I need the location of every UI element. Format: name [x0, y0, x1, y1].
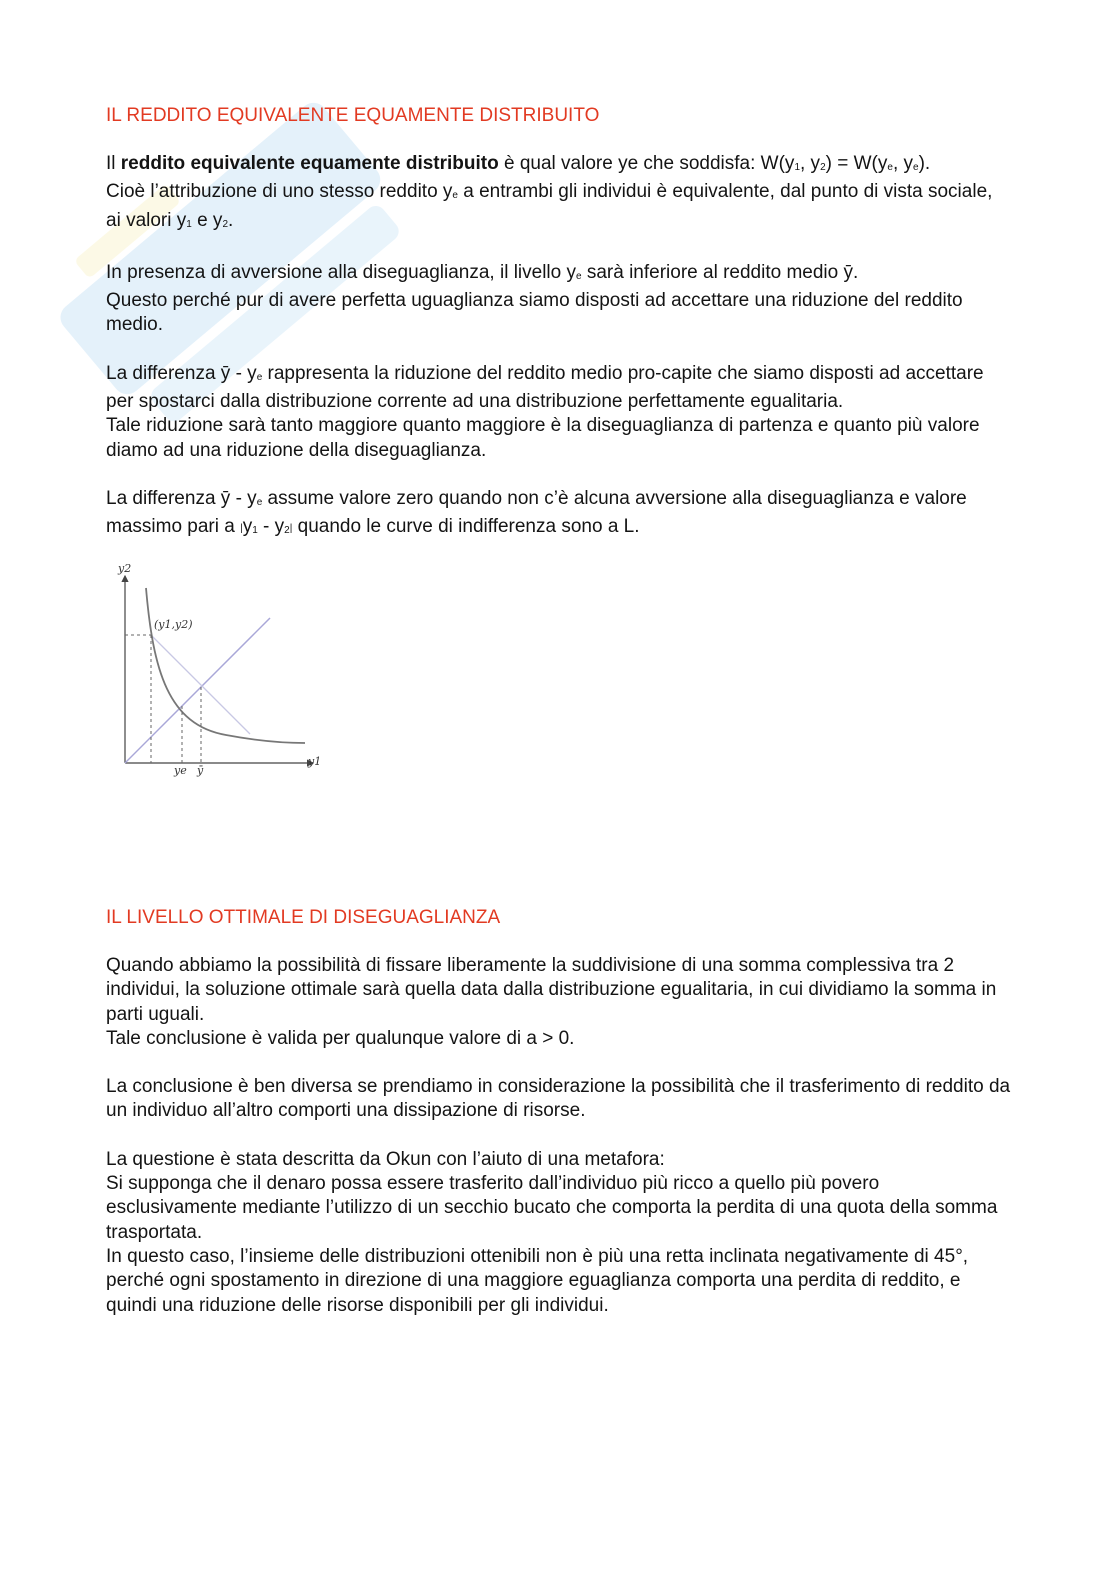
y2-axis-label: y2 — [118, 562, 132, 575]
ye-label: ye — [174, 764, 187, 777]
equality-line — [125, 618, 270, 763]
y1-axis-label: y1 — [308, 755, 322, 768]
point-label: (y1,y2) — [154, 618, 193, 631]
section-2 — [106, 906, 1011, 1318]
ybar-label: ȳ — [197, 764, 204, 777]
section-1 — [106, 104, 1011, 544]
section-2-paragraph-2: La conclusione è ben diversa se prendiamo in considerazione la possibilità che il trasferimento di reddito da un individuo all’altro comporti una dissipazione di risorse. — [106, 1076, 1011, 1122]
section-1-title: IL REDDITO EQUIVALENTE EQUAMENTE DISTRIBUITO — [106, 105, 600, 126]
figure-graphic — [108, 560, 338, 785]
section-2-paragraph-3: La questione è stata descritta da Okun con l’aiuto di una metafora: Si supponga che il denaro possa essere trasferito dall’individuo più ricco a quello più povero esclusivamente mediante l’utilizzo di un secchio bucato che comporta la perdita di una quota della somma trasportata. In questo caso, l’insieme delle distribuzioni ottenibili non è più una retta inclinata negativamente di 45°, perché ogni spostamento in direzione di una maggiore eguaglianza comporta una perdita di reddito, e quindi una riduzione delle risorse disponibili per gli individui. — [106, 1148, 998, 1316]
paragraph-4: La differenza ȳ - $y_e$ assume valore zero quando non c’è alcuna avversione alla diseguaglianza e valore massimo pari a $|y_1 - y_2|$ quando le curve di indifferenza sono a L. — [106, 487, 967, 538]
paragraph-1: Il reddito equivalente equamente distribuito è qual valore ye che soddisfa: $W(y_1$, $y_2) = W(y_e$, $y_e$). Cioè l’attribuzione di uno stesso reddito $y_e$ a entrambi gli individui è equivalente, dal punto di vista sociale, ai valori $y_1$ e $y_2$. — [106, 153, 993, 231]
section-2-title: IL LIVELLO OTTIMALE DI DISEGUAGLIANZA — [106, 907, 501, 928]
paragraph-3: La differenza ȳ - $y_e$ rappresenta la riduzione del reddito medio pro-capite che siamo disposti ad accettare per spostarci dalla distribuzione corrente ad una distribuzione perfettamente egualitaria. Tale riduzione sarà tanto maggiore quanto maggiore è la diseguaglianza di partenza e quanto più valore diamo ad una riduzione della diseguaglianza. — [106, 362, 984, 461]
paragraph-2: In presenza di avversione alla diseguaglianza, il livello $y_e$ sarà inferiore al reddito medio ȳ. Questo perché pur di avere perfetta uguaglianza siamo disposti ad accettare una riduzione del reddito medio. — [106, 261, 963, 336]
section-2-paragraph-1: Quando abbiamo la possibilità di fissare liberamente la suddivisione di una somma complessiva tra 2 individui, la soluzione ottimale sarà quella data dalla distribuzione egualitaria, in cui dividiamo la somma in parti uguali. Tale conclusione è valida per qualunque valore di a > 0. — [106, 955, 997, 1049]
indifference-curve-figure — [108, 560, 338, 785]
indifference-curve — [146, 588, 305, 743]
